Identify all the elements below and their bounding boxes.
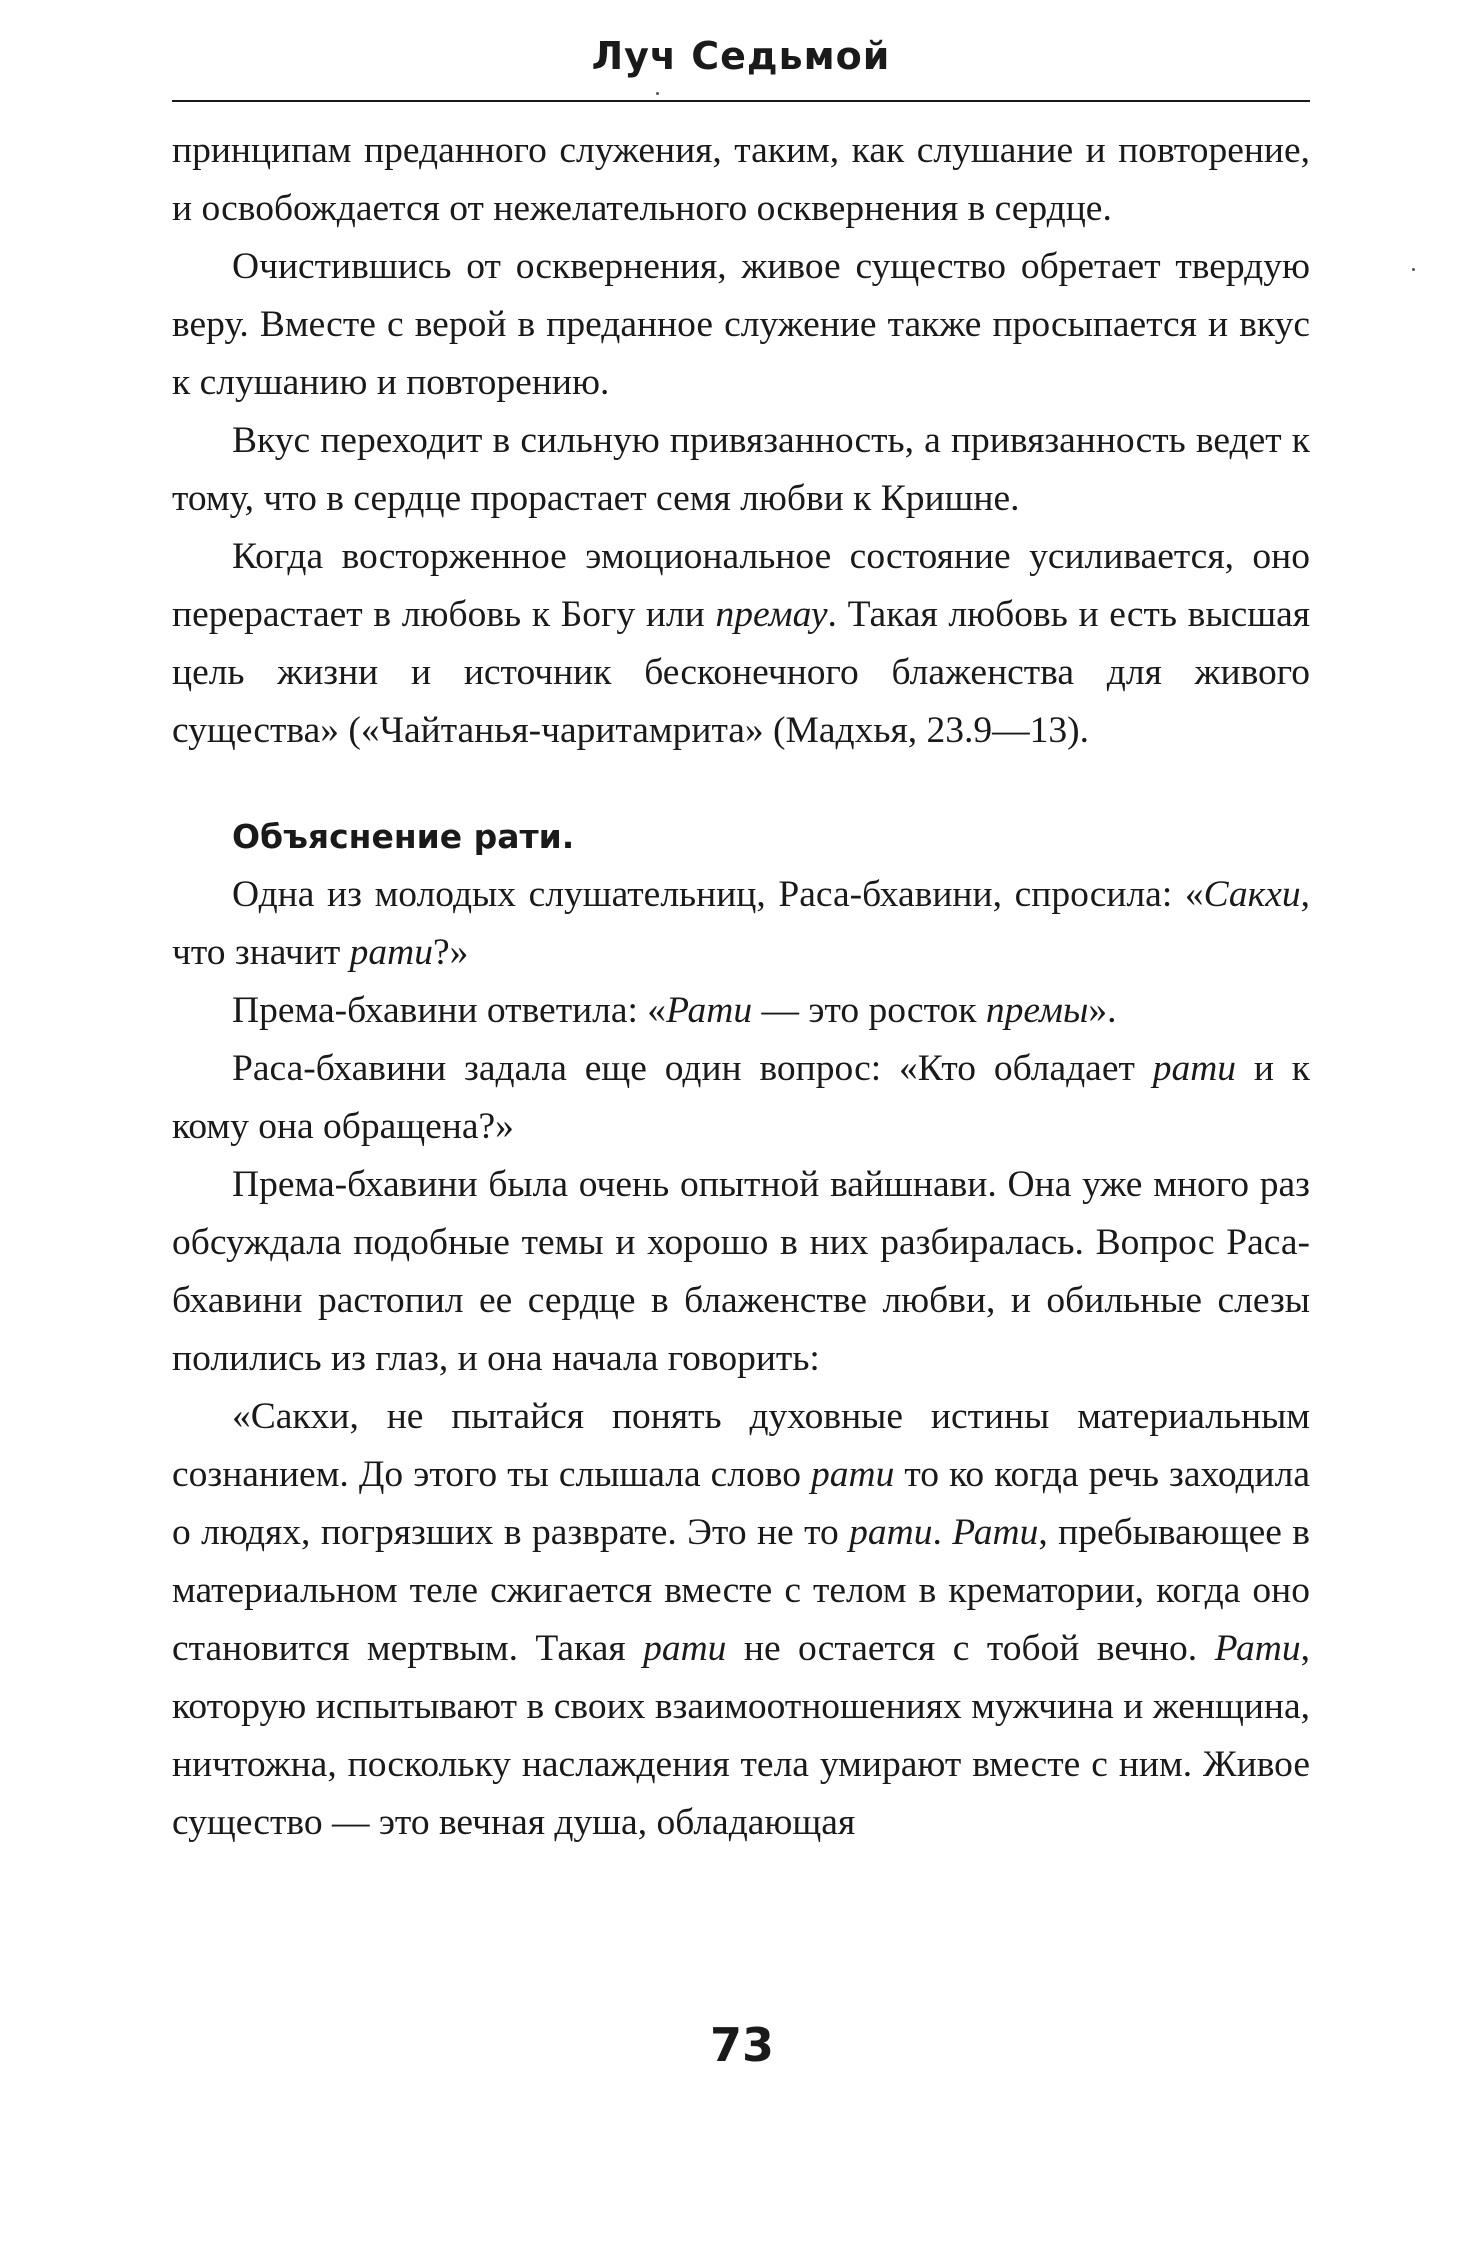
paragraph [172, 866, 1310, 982]
paragraph: Према-бхавини была очень опытной вайшнави. Она уже много раз обсуждала подобные темы и хорошо в них разбиралась. Вопрос Раса-бхавини растопил ее сердце в блаженстве любви, и обильные слезы полились из глаз, и она начала говорить: [172, 1164, 1310, 1379]
text-span: . Такая любовь и есть высшая цель жизни и источник бесконечного блаженства для живого существа» («Чайтанья-чаритамрита» (Мадхья, 23.9—13). [172, 594, 1310, 751]
paragraph [172, 982, 1310, 1040]
italic-term: Сакхи [1203, 874, 1301, 915]
text-span: Раса-бхавини задала еще один вопрос: «Кто обладает [232, 1048, 1153, 1089]
paragraph: Очистившись от осквернения, живое существо обретает твердую веру. Вместе с верой в преданное служение также просыпается и вкус к слушанию и повторению. [172, 246, 1310, 403]
text-span: — это росток [752, 990, 986, 1031]
text-span: , пребывающее в материальном теле сжигается вместе с телом в крематории, когда оно становится мертвым. Такая [172, 1512, 1310, 1669]
paragraph [172, 528, 1310, 760]
italic-term: рати [643, 1628, 727, 1669]
text-span: ». [1088, 990, 1117, 1031]
text-span: према [715, 594, 811, 635]
paragraph [172, 1388, 1310, 1852]
page-body [172, 122, 1310, 1852]
italic-term: рати [849, 1512, 933, 1553]
italic-term: рати [811, 1454, 895, 1495]
italic-term: Рати [1214, 1628, 1301, 1669]
italic-term [715, 594, 827, 635]
text-span: , которую испытывают в своих взаимоотношениях мужчина и женщина, ничтожна, поскольку наслаждения тела умирают вместе с ним. Живое существо — это вечная душа, обладающая [172, 1628, 1310, 1843]
text-span: не остается с тобой вечно. [726, 1628, 1215, 1669]
header-rule [172, 100, 1310, 102]
paragraph [172, 1040, 1310, 1156]
text-span: Према-бхавини ответила: « [232, 990, 667, 1031]
italic-term: рати [349, 932, 433, 973]
italic-term: премы [985, 990, 1089, 1031]
section-heading: Объяснение рати. [232, 817, 575, 856]
text-span: Одна из молодых слушательниц, Раса-бхавини, спросила: « [232, 874, 1204, 915]
paragraph-continued: принципам преданного служения, таким, как слушание и повторение, и освобождается от нежелательного осквернения в сердце. [172, 130, 1310, 229]
text-span: у [810, 594, 828, 635]
text-span: . [932, 1512, 953, 1553]
italic-term: рати [1152, 1048, 1237, 1089]
text-span: то ко когда речь заходила о людях, погрязших в разврате. Это не то [172, 1454, 1310, 1553]
text-span: ?» [432, 932, 469, 973]
print-speck [656, 92, 659, 95]
page-number: 73 [709, 2018, 774, 2072]
print-speck [1412, 268, 1415, 271]
running-header: Луч Седьмой [591, 34, 891, 78]
italic-term: Рати [952, 1512, 1039, 1553]
paragraph: Вкус переходит в сильную привязанность, а привязанность ведет к тому, что в сердце прорастает семя любви к Кришне. [172, 420, 1310, 519]
italic-term: Рати [666, 990, 753, 1031]
text-span: и к кому она обращена?» [172, 1048, 1310, 1147]
text-span: «Сакхи, не пытайся понять духовные истины материальным сознанием. До этого ты слышала слово [172, 1396, 1310, 1495]
text-span: , что значит [172, 874, 1310, 973]
text-span: Когда восторженное эмоциональное состояние усиливается, оно перерастает в любовь к Богу или [172, 536, 1310, 635]
